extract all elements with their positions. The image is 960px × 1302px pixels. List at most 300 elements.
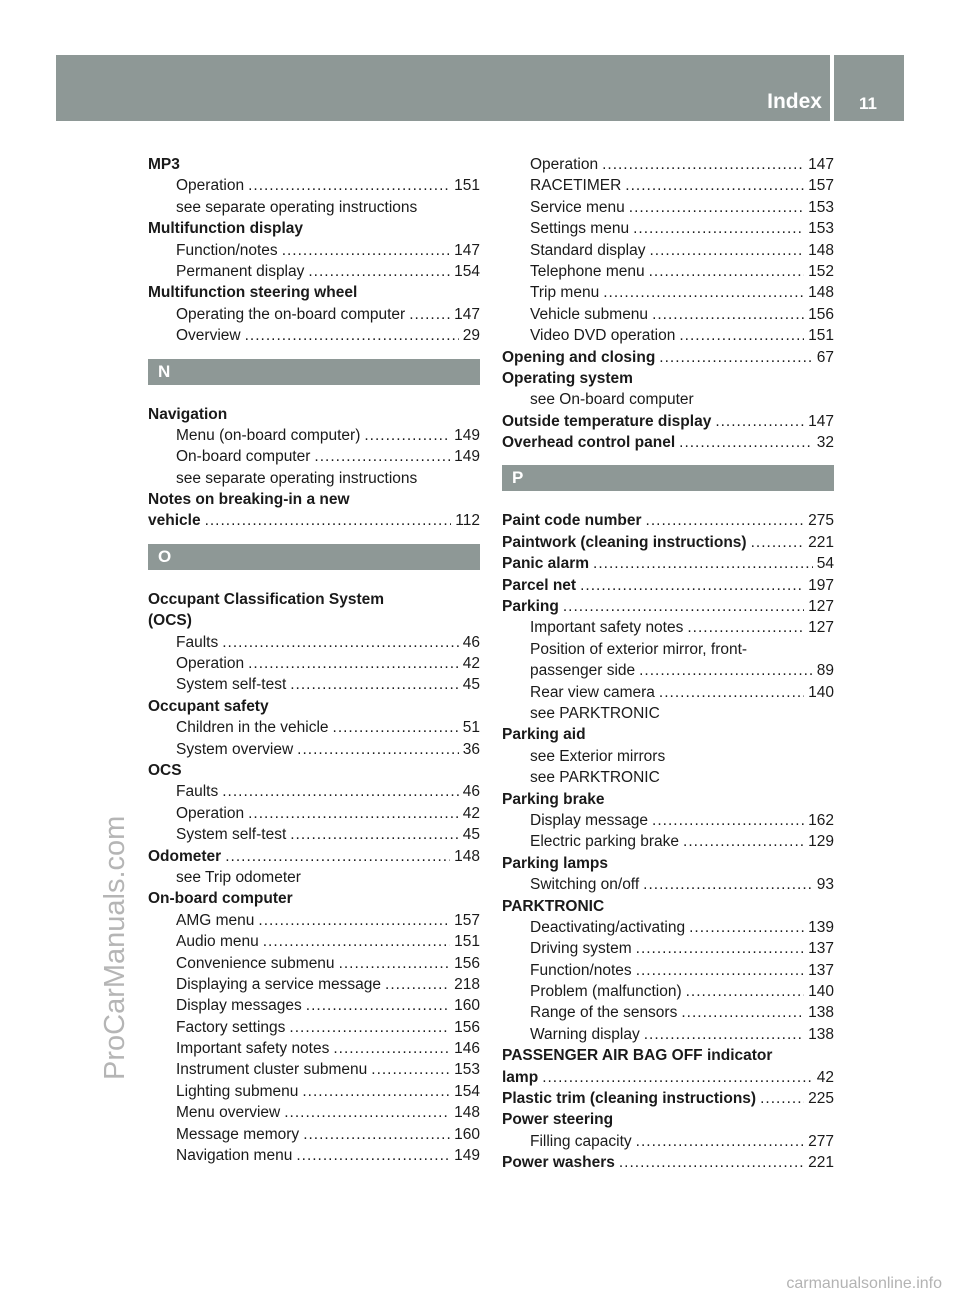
index-subentry <box>148 197 480 218</box>
index-subentry <box>502 831 834 852</box>
index-subentry <box>502 218 834 239</box>
entry-text: Standard display <box>530 241 646 259</box>
entry-text: Function/notes <box>530 961 632 979</box>
leader-dots <box>284 1102 450 1123</box>
leader-dots <box>629 197 804 218</box>
index-heading <box>148 154 480 175</box>
entry-text: PASSENGER AIR BAG OFF indicator <box>502 1047 773 1065</box>
footer-site-text: carmanualsonline.info <box>786 1275 942 1292</box>
index-subentry <box>502 767 834 788</box>
entry-text: Factory settings <box>176 1018 286 1036</box>
entry-text: Service menu <box>530 198 625 216</box>
index-subentry <box>148 717 480 738</box>
page-reference: 153 <box>808 220 834 238</box>
leader-dots <box>248 803 459 824</box>
page-reference: 42 <box>462 655 480 673</box>
page-reference: 127 <box>808 598 834 616</box>
entry-text: Vehicle submenu <box>530 305 649 323</box>
page-reference: 67 <box>816 348 834 366</box>
leader-dots <box>563 596 804 617</box>
entry-text: (OCS) <box>148 612 192 630</box>
index-subentry <box>502 325 834 346</box>
entry-text: Multifunction steering wheel <box>148 284 358 302</box>
page-reference: 157 <box>808 177 834 195</box>
leader-dots <box>290 674 459 695</box>
leader-dots <box>314 446 450 467</box>
index-subentry <box>148 739 480 760</box>
entry-text: Important safety notes <box>176 1040 330 1058</box>
entry-text: see separate operating instructions <box>176 469 418 487</box>
page-reference: 151 <box>454 177 480 195</box>
index-subentry <box>148 653 480 674</box>
index-heading <box>502 896 834 917</box>
page-reference: 153 <box>454 1061 480 1079</box>
index-subentry <box>148 1038 480 1059</box>
page-reference: 152 <box>808 262 834 280</box>
leader-dots <box>633 218 804 239</box>
entry-text: Position of exterior mirror, front- <box>530 640 748 658</box>
entry-text: Convenience submenu <box>176 954 335 972</box>
entry-text: lamp <box>502 1068 539 1086</box>
index-heading <box>502 724 834 745</box>
index-subentry <box>502 639 834 660</box>
page-reference: 162 <box>808 811 834 829</box>
entry-text: Lighting submenu <box>176 1082 299 1100</box>
page-reference: 151 <box>454 933 480 951</box>
page-reference: 46 <box>462 783 480 801</box>
leader-dots <box>245 325 459 346</box>
index-subentry <box>148 1059 480 1080</box>
index-subentry <box>148 867 480 888</box>
page-reference: 149 <box>454 1147 480 1165</box>
entry-text: Settings menu <box>530 220 630 238</box>
leader-dots <box>643 874 813 895</box>
entry-text: Overview <box>176 327 241 345</box>
index-subentry <box>502 960 834 981</box>
header-divider <box>830 55 834 121</box>
index-subentry <box>502 810 834 831</box>
page-reference: 46 <box>462 633 480 651</box>
leader-dots <box>306 995 450 1016</box>
page-reference: 51 <box>462 719 480 737</box>
index-heading <box>502 368 834 389</box>
index-subentry <box>148 468 480 489</box>
page-reference: 127 <box>808 619 834 637</box>
index-subentry <box>502 1002 834 1023</box>
leader-dots <box>646 510 805 531</box>
index-subentry <box>148 1145 480 1166</box>
leader-dots <box>636 938 804 959</box>
index-subentry <box>148 974 480 995</box>
page-reference: 137 <box>808 940 834 958</box>
leader-dots <box>364 425 450 446</box>
entry-text: On-board computer <box>148 890 293 908</box>
index-subentry <box>148 1017 480 1038</box>
leader-dots <box>649 261 805 282</box>
leader-dots <box>686 981 805 1002</box>
entry-text: Displaying a service message <box>176 975 382 993</box>
leader-dots <box>302 1081 450 1102</box>
entry-text: see Exterior mirrors <box>530 747 666 765</box>
entry-text: Odometer <box>148 847 222 865</box>
entry-text: Operation <box>176 655 245 673</box>
entry-text: see Trip odometer <box>176 868 301 886</box>
leader-dots <box>652 810 804 831</box>
leader-dots <box>687 617 804 638</box>
entry-text: Parcel net <box>502 576 577 594</box>
index-subentry <box>148 304 480 325</box>
leader-dots <box>636 1131 804 1152</box>
leader-dots <box>289 1017 450 1038</box>
entry-text: Outside temperature display <box>502 412 712 430</box>
index-subentry <box>148 1102 480 1123</box>
entry-text: Video DVD operation <box>530 327 676 345</box>
entry-text: Trip menu <box>530 284 600 302</box>
entry-text: Rear view camera <box>530 683 655 701</box>
page-reference: 140 <box>808 683 834 701</box>
page-reference: 149 <box>454 426 480 444</box>
page-reference: 154 <box>454 1082 480 1100</box>
index-column-left <box>148 154 480 1166</box>
index-subentry <box>148 953 480 974</box>
leader-dots <box>385 974 450 995</box>
leader-dots <box>290 824 459 845</box>
page-reference: 42 <box>462 804 480 822</box>
entry-text: Audio menu <box>176 933 259 951</box>
index-heading <box>502 347 834 368</box>
page-reference: 157 <box>454 911 480 929</box>
page-reference: 32 <box>816 434 834 452</box>
page-reference: 54 <box>816 555 834 573</box>
entry-text: MP3 <box>148 156 180 173</box>
page-reference: 197 <box>808 576 834 594</box>
index-heading <box>502 432 834 453</box>
leader-dots <box>282 240 450 261</box>
entry-text: Permanent display <box>176 262 305 280</box>
page-reference: 147 <box>454 305 480 323</box>
leader-dots <box>619 1152 804 1173</box>
entry-text: Telephone menu <box>530 262 645 280</box>
page-reference: 138 <box>808 1004 834 1022</box>
page-reference: 147 <box>808 412 834 430</box>
leader-dots <box>409 304 450 325</box>
index-subentry <box>148 931 480 952</box>
index-heading <box>148 610 480 631</box>
index-heading <box>502 1152 834 1173</box>
index-subentry <box>148 1124 480 1145</box>
leader-dots <box>222 632 459 653</box>
entry-text: Message memory <box>176 1125 300 1143</box>
entry-text: Navigation menu <box>176 1147 293 1165</box>
index-subentry <box>148 1081 480 1102</box>
index-subentry <box>148 325 480 346</box>
index-heading <box>502 510 834 531</box>
entry-text: Parking aid <box>502 726 586 744</box>
entry-text: Display message <box>530 811 649 829</box>
page-reference: 277 <box>808 1132 834 1150</box>
leader-dots <box>625 175 804 196</box>
entry-text: Electric parking brake <box>530 833 680 851</box>
entry-text: Occupant Classification System <box>148 590 385 608</box>
entry-text: Deactivating/activating <box>530 918 686 936</box>
leader-dots <box>580 575 804 596</box>
index-heading <box>502 1109 834 1130</box>
leader-dots <box>258 910 450 931</box>
index-heading <box>148 888 480 909</box>
entry-text: Children in the vehicle <box>176 719 329 737</box>
index-heading <box>148 404 480 425</box>
leader-dots <box>333 717 459 738</box>
leader-dots <box>659 682 804 703</box>
page-reference: 45 <box>462 826 480 844</box>
index-subentry <box>148 261 480 282</box>
page-reference: 146 <box>454 1040 480 1058</box>
entry-text: System self-test <box>176 676 287 694</box>
entry-text: Notes on breaking-in a new <box>148 491 350 509</box>
entry-text: Navigation <box>148 405 228 423</box>
leader-dots <box>248 653 459 674</box>
leader-dots <box>679 432 813 453</box>
index-subentry <box>502 261 834 282</box>
index-subentry <box>148 674 480 695</box>
entry-text: Warning display <box>530 1025 640 1043</box>
page-reference: 36 <box>462 740 480 758</box>
index-column-right <box>502 154 834 1174</box>
entry-text: Filling capacity <box>530 1132 632 1150</box>
page-reference: 42 <box>816 1068 834 1086</box>
entry-text: see PARKTRONIC <box>530 769 660 787</box>
entry-text: Multifunction display <box>148 220 303 238</box>
entry-text: Important safety notes <box>530 619 684 637</box>
leader-dots <box>333 1038 450 1059</box>
leader-dots <box>715 411 804 432</box>
page-reference: 129 <box>808 833 834 851</box>
leader-dots <box>602 154 804 175</box>
page-reference: 225 <box>808 1090 834 1108</box>
index-subentry <box>148 240 480 261</box>
index-subentry <box>502 1024 834 1045</box>
index-heading <box>502 1088 834 1109</box>
page-reference: 221 <box>808 533 834 551</box>
leader-dots <box>679 325 804 346</box>
entry-text: Faults <box>176 783 219 801</box>
page-reference: 148 <box>454 847 480 865</box>
leader-dots <box>751 532 805 553</box>
entry-text: Parking <box>502 598 559 616</box>
leader-dots <box>689 917 804 938</box>
page-reference: 218 <box>454 975 480 993</box>
index-subentry <box>502 282 834 303</box>
entry-text: Driving system <box>530 940 632 958</box>
page-reference: 147 <box>454 241 480 259</box>
index-subentry <box>502 154 834 175</box>
entry-text: RACETIMER <box>530 177 622 195</box>
leader-dots <box>681 1002 804 1023</box>
page-reference: 148 <box>808 284 834 302</box>
entry-text: On-board computer <box>176 448 311 466</box>
leader-dots <box>371 1059 450 1080</box>
index-heading <box>502 1045 834 1066</box>
leader-dots <box>760 1088 804 1109</box>
index-subentry <box>502 703 834 724</box>
index-subentry <box>148 446 480 467</box>
index-subentry <box>502 617 834 638</box>
index-subentry <box>502 917 834 938</box>
index-subentry <box>502 1131 834 1152</box>
entry-text: System self-test <box>176 826 287 844</box>
index-subentry <box>148 425 480 446</box>
index-subentry <box>148 175 480 196</box>
entry-text: Switching on/off <box>530 876 640 894</box>
leader-dots <box>263 931 450 952</box>
leader-dots <box>303 1124 450 1145</box>
leader-dots <box>652 304 804 325</box>
entry-text: Power washers <box>502 1154 615 1172</box>
entry-text: Power steering <box>502 1111 614 1129</box>
leader-dots <box>248 175 450 196</box>
watermark-text: ProCarManuals.com <box>99 815 131 1080</box>
page-reference: 148 <box>808 241 834 259</box>
leader-dots <box>649 240 804 261</box>
leader-dots <box>339 953 451 974</box>
leader-dots <box>296 1145 450 1166</box>
page-reference: 93 <box>816 876 834 894</box>
page-reference: 221 <box>808 1154 834 1172</box>
page-reference: 29 <box>462 327 480 345</box>
index-subentry <box>502 304 834 325</box>
entry-text: Instrument cluster submenu <box>176 1061 368 1079</box>
page-reference: 275 <box>808 512 834 530</box>
entry-text: see PARKTRONIC <box>530 704 660 722</box>
index-heading <box>502 553 834 574</box>
page-reference: 154 <box>454 262 480 280</box>
index-heading <box>148 489 480 510</box>
entry-text: passenger side <box>530 662 636 680</box>
page-reference: 151 <box>808 327 834 345</box>
index-subentry <box>502 981 834 1002</box>
index-heading <box>502 789 834 810</box>
page-reference: 160 <box>454 997 480 1015</box>
entry-text: Menu (on-board computer) <box>176 426 361 444</box>
page-reference: 89 <box>816 662 834 680</box>
page-reference: 139 <box>808 918 834 936</box>
entry-text: Operation <box>176 177 245 195</box>
leader-dots <box>205 510 452 531</box>
entry-text: Paintwork (cleaning instructions) <box>502 533 747 551</box>
leader-dots <box>593 553 813 574</box>
section-letter-bar: O <box>148 544 480 570</box>
page-reference: 138 <box>808 1025 834 1043</box>
page-reference: 149 <box>454 448 480 466</box>
entry-text: Operation <box>530 156 599 173</box>
entry-text: Problem (malfunction) <box>530 983 682 1001</box>
entry-text: System overview <box>176 740 294 758</box>
entry-text: PARKTRONIC <box>502 897 605 915</box>
leader-dots <box>683 831 804 852</box>
page-reference: 156 <box>454 1018 480 1036</box>
page-reference: 112 <box>455 512 480 530</box>
page-reference: 140 <box>808 983 834 1001</box>
index-heading <box>502 411 834 432</box>
entry-text: Plastic trim (cleaning instructions) <box>502 1090 757 1108</box>
index-heading <box>148 846 480 867</box>
index-heading <box>148 696 480 717</box>
entry-text: Operating system <box>502 369 633 387</box>
index-heading <box>502 1067 834 1088</box>
index-subentry <box>502 389 834 410</box>
index-heading <box>502 853 834 874</box>
entry-text: Parking brake <box>502 790 605 808</box>
index-subentry <box>502 175 834 196</box>
index-subentry <box>502 660 834 681</box>
index-subentry <box>502 197 834 218</box>
page-reference: 148 <box>454 1104 480 1122</box>
entry-text: see On-board computer <box>530 391 694 409</box>
index-subentry <box>502 682 834 703</box>
entry-text: OCS <box>148 761 182 779</box>
index-subentry <box>148 824 480 845</box>
entry-text: Panic alarm <box>502 555 590 573</box>
index-heading <box>502 575 834 596</box>
leader-dots <box>644 1024 804 1045</box>
entry-text: see separate operating instructions <box>176 198 418 216</box>
leader-dots <box>297 739 459 760</box>
leader-dots <box>308 261 450 282</box>
section-letter-bar: N <box>148 359 480 385</box>
leader-dots <box>222 781 459 802</box>
entry-text: Occupant safety <box>148 697 269 715</box>
leader-dots <box>225 846 450 867</box>
header-title: Index <box>767 90 822 113</box>
index-subentry <box>148 632 480 653</box>
index-subentry <box>502 240 834 261</box>
leader-dots <box>639 660 813 681</box>
index-heading <box>148 218 480 239</box>
entry-text: Faults <box>176 633 219 651</box>
leader-dots <box>603 282 804 303</box>
entry-text: Overhead control panel <box>502 434 676 452</box>
page-reference: 153 <box>808 198 834 216</box>
index-subentry <box>502 746 834 767</box>
leader-dots <box>659 347 812 368</box>
leader-dots <box>542 1067 813 1088</box>
page-reference: 160 <box>454 1125 480 1143</box>
entry-text: Menu overview <box>176 1104 281 1122</box>
leader-dots <box>636 960 804 981</box>
entry-text: Function/notes <box>176 241 278 259</box>
entry-text: Parking lamps <box>502 854 608 872</box>
index-subentry <box>148 910 480 931</box>
index-heading <box>502 532 834 553</box>
index-subentry <box>148 995 480 1016</box>
header-page-number: 11 <box>859 94 877 113</box>
index-subentry <box>148 803 480 824</box>
entry-text: Display messages <box>176 997 302 1015</box>
section-letter-bar: P <box>502 465 834 491</box>
entry-text: AMG menu <box>176 911 255 929</box>
entry-text: Opening and closing <box>502 348 656 366</box>
entry-text: Paint code number <box>502 512 642 530</box>
index-subentry <box>502 874 834 895</box>
index-subentry <box>148 781 480 802</box>
entry-text: Range of the sensors <box>530 1004 678 1022</box>
entry-text: vehicle <box>148 512 201 530</box>
index-heading <box>148 760 480 781</box>
entry-text: Operation <box>176 804 245 822</box>
index-heading <box>148 589 480 610</box>
index-heading <box>148 510 480 531</box>
page-reference: 137 <box>808 961 834 979</box>
